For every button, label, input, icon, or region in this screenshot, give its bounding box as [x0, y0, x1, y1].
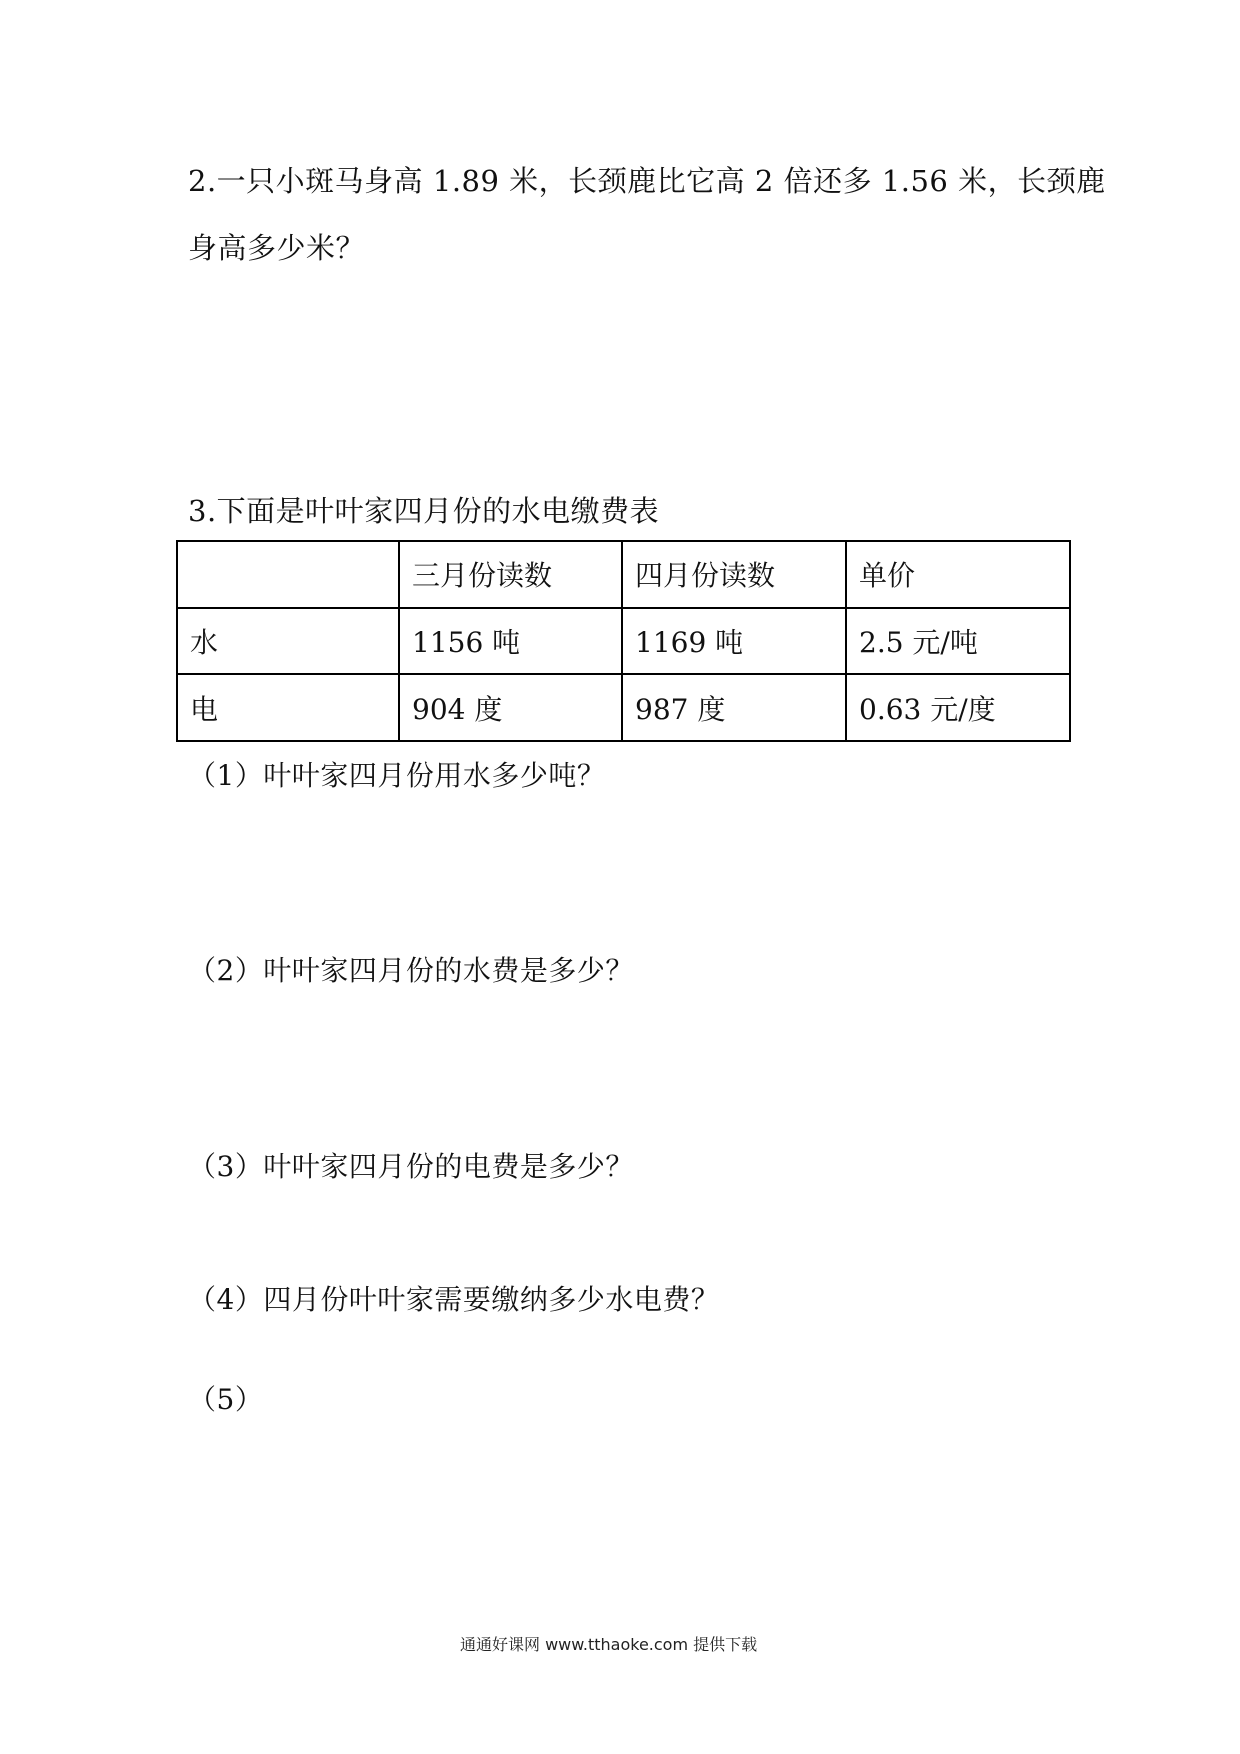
sub-question-2: （2）叶叶家四月份的水费是多少？: [188, 954, 634, 987]
question-2-line-2: 身高多少米？: [188, 231, 366, 265]
table-cell: 0.63 元/度: [846, 674, 1070, 741]
table-header-cell: [177, 541, 399, 608]
table-header-cell: 单价: [846, 541, 1070, 608]
sub-question-4: （4）四月份叶叶家需要缴纳多少水电费？: [188, 1283, 720, 1316]
table-cell: 904 度: [399, 674, 622, 741]
question-3-title: 3.下面是叶叶家四月份的水电缴费表: [188, 494, 660, 528]
table-row: [177, 674, 1070, 741]
page-footer: 通通好课网 www.tthaoke.com 提供下载: [460, 1635, 758, 1654]
sub-question-3: （3）叶叶家四月份的电费是多少？: [188, 1150, 634, 1183]
table-cell: 2.5 元/吨: [846, 608, 1070, 675]
table-cell: 987 度: [622, 674, 846, 741]
table-cell: 1169 吨: [622, 608, 846, 675]
sub-question-1: （1）叶叶家四月份用水多少吨？: [188, 759, 606, 792]
table-cell: 电: [177, 674, 399, 741]
fee-table: [176, 540, 1071, 742]
table-header-cell: 四月份读数: [622, 541, 846, 608]
table-cell: 1156 吨: [399, 608, 622, 675]
table-header-cell: 三月份读数: [399, 541, 622, 608]
table-row: [177, 608, 1070, 675]
table-header-row: [177, 541, 1070, 608]
question-2-line-1: 2.一只小斑马身高 1.89 米，长颈鹿比它高 2 倍还多 1.56 米，长颈鹿: [188, 164, 1106, 198]
sub-question-5: （5）: [188, 1383, 264, 1416]
table-cell: 水: [177, 608, 399, 675]
